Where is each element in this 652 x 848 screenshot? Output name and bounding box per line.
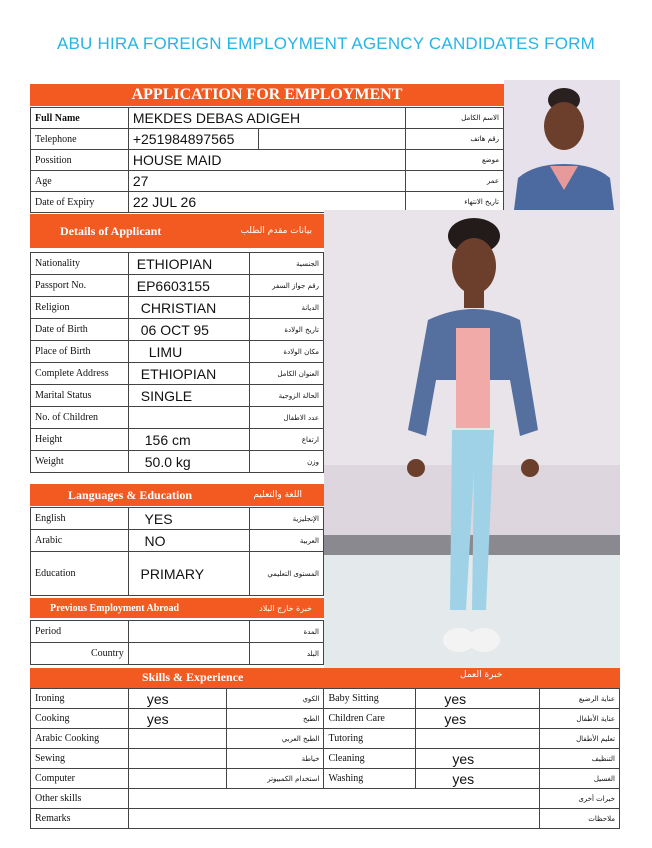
- other-skills-value: [128, 789, 539, 809]
- nationality-value: ETHIOPIAN: [128, 253, 250, 275]
- previous-employment-table: [30, 620, 324, 665]
- country-label: Country: [31, 643, 129, 665]
- skills-row: [31, 689, 620, 709]
- row-address: [31, 363, 324, 385]
- telephone-value: +251984897565: [128, 129, 258, 150]
- children-care-value: yes: [416, 709, 540, 729]
- position-value: HOUSE MAID: [128, 150, 405, 171]
- pob-value: LIMU: [128, 341, 250, 363]
- row-religion: [31, 297, 324, 319]
- arabic-value: NO: [128, 530, 250, 552]
- expiry-value: 22 JUL 26: [128, 192, 405, 213]
- cooking-value: yes: [128, 709, 226, 729]
- baby-sitting-value: yes: [416, 689, 540, 709]
- skills-row: [31, 709, 620, 729]
- arabic-label: Arabic: [31, 530, 129, 552]
- row-education: [31, 552, 324, 596]
- children-care-label: Children Care: [324, 709, 416, 729]
- tutoring-value: [416, 729, 540, 749]
- washing-ar: الغسيل: [540, 769, 620, 789]
- education-ar: المستوى التعليمي: [250, 552, 324, 596]
- row-weight: [31, 451, 324, 473]
- address-value: ETHIOPIAN: [128, 363, 250, 385]
- ironing-ar: الكوي: [226, 689, 324, 709]
- expiry-label: Date of Expiry: [31, 192, 129, 213]
- row-arabic: [31, 530, 324, 552]
- sewing-value: [128, 749, 226, 769]
- details-header: [30, 214, 324, 248]
- row-period: [31, 621, 324, 643]
- expiry-ar: تاريخ الانتهاء: [406, 192, 504, 213]
- skills-row-remarks: [31, 809, 620, 829]
- computer-label: Computer: [31, 769, 129, 789]
- arabic-cooking-label: Arabic Cooking: [31, 729, 129, 749]
- arabic-ar: العربية: [250, 530, 324, 552]
- small-photo-portrait-icon: [504, 80, 620, 210]
- languages-title-ar: اللغة والتعليم: [253, 490, 302, 500]
- telephone-label: Telephone: [31, 129, 129, 150]
- other-skills-ar: خبرات أخرى: [540, 789, 620, 809]
- dob-label: Date of Birth: [31, 319, 129, 341]
- tutoring-ar: تعليم الأطفال: [540, 729, 620, 749]
- position-label: Possition: [31, 150, 129, 171]
- religion-ar: الديانة: [250, 297, 324, 319]
- previous-employment-header: [30, 598, 324, 618]
- form-header: [30, 84, 504, 107]
- row-age: [31, 171, 504, 192]
- washing-value: yes: [416, 769, 540, 789]
- passport-label: Passport No.: [31, 275, 129, 297]
- form-header-label: APPLICATION FOR EMPLOYMENT: [131, 86, 403, 103]
- details-title: Details of Applicant: [60, 223, 162, 238]
- passport-ar: رقم جواز السفر: [250, 275, 324, 297]
- marital-label: Marital Status: [31, 385, 129, 407]
- cleaning-label: Cleaning: [324, 749, 416, 769]
- row-passport: [31, 275, 324, 297]
- sewing-ar: خياطة: [226, 749, 324, 769]
- period-value: [128, 621, 249, 643]
- ironing-value: yes: [128, 689, 226, 709]
- weight-label: Weight: [31, 451, 129, 473]
- pob-ar: مكان الولادة: [250, 341, 324, 363]
- remarks-label: Remarks: [31, 809, 129, 829]
- children-ar: عدد الاطفال: [250, 407, 324, 429]
- english-ar: الإنجليزية: [250, 508, 324, 530]
- ironing-label: Ironing: [31, 689, 129, 709]
- height-label: Height: [31, 429, 129, 451]
- children-label: No. of Children: [31, 407, 129, 429]
- row-nationality: [31, 253, 324, 275]
- full-name-label: Full Name: [35, 112, 80, 124]
- age-ar: عمر: [406, 171, 504, 192]
- other-skills-label: Other skills: [31, 789, 129, 809]
- english-label: English: [31, 508, 129, 530]
- dob-value: 06 OCT 95: [128, 319, 250, 341]
- washing-label: Washing: [324, 769, 416, 789]
- age-label: Age: [31, 171, 129, 192]
- skills-header: [30, 668, 620, 688]
- weight-ar: وزن: [250, 451, 324, 473]
- dob-ar: تاريخ الولادة: [250, 319, 324, 341]
- nationality-ar: الجنسية: [250, 253, 324, 275]
- pob-label: Place of Birth: [31, 341, 129, 363]
- skills-title-ar: خبرة العمل: [460, 670, 503, 680]
- height-ar: ارتفاع: [250, 429, 324, 451]
- position-ar: موضع: [406, 150, 504, 171]
- period-label: Period: [31, 621, 129, 643]
- languages-table: [30, 507, 324, 596]
- marital-ar: الحالة الزوجية: [250, 385, 324, 407]
- cooking-ar: الطبخ: [226, 709, 324, 729]
- weight-value: 50.0 kg: [128, 451, 250, 473]
- marital-value: SINGLE: [128, 385, 250, 407]
- computer-ar: استخدام الكمبيوتر: [226, 769, 324, 789]
- children-value: [128, 407, 250, 429]
- telephone-ar: رقم هاتف: [406, 129, 504, 150]
- skills-row: [31, 729, 620, 749]
- full-name-ar: الاسم الكامل: [406, 108, 504, 129]
- sewing-label: Sewing: [31, 749, 129, 769]
- row-children: [31, 407, 324, 429]
- baby-sitting-ar: عناية الرضيع: [540, 689, 620, 709]
- children-care-ar: عناية الأطفال: [540, 709, 620, 729]
- skills-row: [31, 769, 620, 789]
- religion-label: Religion: [31, 297, 129, 319]
- large-applicant-photo: [324, 210, 620, 672]
- row-dob: [31, 319, 324, 341]
- row-country: [31, 643, 324, 665]
- cleaning-value: yes: [416, 749, 540, 769]
- previous-employment-title-ar: خبرة خارج البلاد: [259, 603, 312, 613]
- computer-value: [128, 769, 226, 789]
- skills-row-other: [31, 789, 620, 809]
- skills-table: [30, 688, 620, 829]
- row-marital: [31, 385, 324, 407]
- address-label: Complete Address: [31, 363, 129, 385]
- period-ar: المدة: [250, 621, 324, 643]
- arabic-cooking-ar: الطبخ العربي: [226, 729, 324, 749]
- row-position: [31, 150, 504, 171]
- country-ar: البلد: [250, 643, 324, 665]
- row-full-name: [31, 108, 504, 129]
- address-ar: العنوان الكامل: [250, 363, 324, 385]
- details-title-ar: بيانات مقدم الطلب: [240, 226, 312, 236]
- languages-header: [30, 484, 324, 506]
- details-table: [30, 252, 324, 473]
- top-info-table: [30, 107, 504, 213]
- baby-sitting-label: Baby Sitting: [324, 689, 416, 709]
- previous-employment-title: Previous Employment Abroad: [50, 602, 180, 614]
- cooking-label: Cooking: [31, 709, 129, 729]
- page-title: ABU HIRA FOREIGN EMPLOYMENT AGENCY CANDIDATES FORM: [56, 34, 596, 53]
- country-value: [128, 643, 249, 665]
- small-applicant-photo: [504, 80, 620, 210]
- arabic-cooking-value: [128, 729, 226, 749]
- remarks-ar: ملاحظات: [540, 809, 620, 829]
- remarks-value: [128, 809, 539, 829]
- education-value: PRIMARY: [128, 552, 250, 596]
- row-pob: [31, 341, 324, 363]
- nationality-label: Nationality: [31, 253, 129, 275]
- row-english: [31, 508, 324, 530]
- passport-value: EP6603155: [128, 275, 250, 297]
- large-photo-portrait-icon: [324, 210, 620, 672]
- tutoring-label: Tutoring: [324, 729, 416, 749]
- religion-value: CHRISTIAN: [128, 297, 250, 319]
- english-value: YES: [128, 508, 250, 530]
- skills-row: [31, 749, 620, 769]
- age-value: 27: [128, 171, 405, 192]
- full-name-value: MEKDES DEBAS ADIGEH: [128, 108, 405, 129]
- cleaning-ar: التنظيف: [540, 749, 620, 769]
- row-height: [31, 429, 324, 451]
- skills-title: Skills & Experience: [142, 670, 244, 684]
- languages-title: Languages & Education: [68, 487, 193, 502]
- height-value: 156 cm: [128, 429, 250, 451]
- education-label: Education: [31, 552, 129, 596]
- row-telephone: [31, 129, 504, 150]
